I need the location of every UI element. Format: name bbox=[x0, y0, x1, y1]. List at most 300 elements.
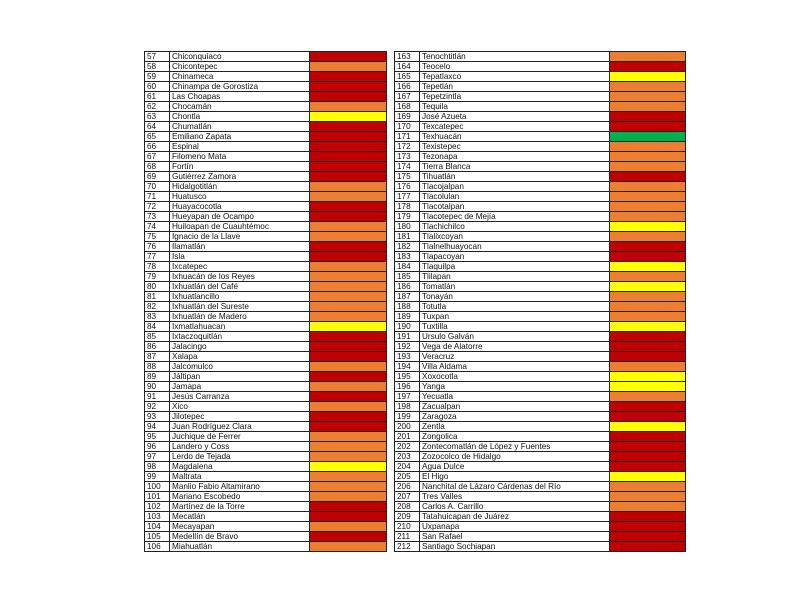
table-row bbox=[395, 112, 686, 122]
status-color-cell bbox=[310, 292, 387, 302]
status-color-cell bbox=[310, 422, 387, 432]
municipality-number: 208 bbox=[395, 502, 420, 512]
municipality-number: 176 bbox=[395, 182, 420, 192]
status-color-cell bbox=[310, 252, 387, 262]
table-row bbox=[395, 192, 686, 202]
table-row bbox=[145, 182, 387, 192]
municipality-name: Jamapa bbox=[170, 382, 310, 392]
status-color-cell bbox=[610, 432, 686, 442]
municipality-number: 57 bbox=[145, 52, 170, 62]
table-row bbox=[145, 402, 387, 412]
municipality-number: 164 bbox=[395, 62, 420, 72]
municipality-number: 68 bbox=[145, 162, 170, 172]
municipality-name: Huatusco bbox=[170, 192, 310, 202]
municipality-name: Filomeno Mata bbox=[170, 152, 310, 162]
municipality-name: Hueyapan de Ocampo bbox=[170, 212, 310, 222]
table-row bbox=[145, 152, 387, 162]
municipality-number: 62 bbox=[145, 102, 170, 112]
table-row bbox=[145, 52, 387, 62]
status-color-cell bbox=[610, 352, 686, 362]
status-color-cell bbox=[610, 342, 686, 352]
municipality-name: Villa Aldama bbox=[420, 362, 610, 372]
municipality-number: 64 bbox=[145, 122, 170, 132]
table-row bbox=[395, 62, 686, 72]
municipality-number: 69 bbox=[145, 172, 170, 182]
municipality-name: Tihuatlán bbox=[420, 172, 610, 182]
status-color-cell bbox=[610, 212, 686, 222]
status-color-cell bbox=[310, 492, 387, 502]
municipality-number: 199 bbox=[395, 412, 420, 422]
municipality-number: 81 bbox=[145, 292, 170, 302]
table-row bbox=[395, 162, 686, 172]
table-row bbox=[145, 322, 387, 332]
table-row bbox=[395, 92, 686, 102]
table-row bbox=[145, 262, 387, 272]
municipality-name: Zaragoza bbox=[420, 412, 610, 422]
municipality-name: Zentla bbox=[420, 422, 610, 432]
table-row bbox=[395, 292, 686, 302]
status-color-cell bbox=[610, 82, 686, 92]
municipality-name: Tuxtilla bbox=[420, 322, 610, 332]
table-row bbox=[145, 272, 387, 282]
municipality-name: Tomatlán bbox=[420, 282, 610, 292]
status-color-cell bbox=[310, 502, 387, 512]
municipality-number: 96 bbox=[145, 442, 170, 452]
municipality-number: 105 bbox=[145, 532, 170, 542]
municipality-number: 207 bbox=[395, 492, 420, 502]
municipality-name: Zongolica bbox=[420, 432, 610, 442]
municipality-table-right bbox=[394, 51, 686, 552]
municipality-number: 167 bbox=[395, 92, 420, 102]
municipality-number: 84 bbox=[145, 322, 170, 332]
municipality-name: Tenochtitlán bbox=[420, 52, 610, 62]
municipality-number: 106 bbox=[145, 542, 170, 552]
municipality-number: 71 bbox=[145, 192, 170, 202]
municipality-name: Tlacojalpan bbox=[420, 182, 610, 192]
municipality-name: Tepetlán bbox=[420, 82, 610, 92]
status-color-cell bbox=[310, 52, 387, 62]
status-color-cell bbox=[310, 532, 387, 542]
table-row bbox=[145, 112, 387, 122]
municipality-number: 170 bbox=[395, 122, 420, 132]
table-body-left bbox=[145, 52, 387, 552]
table-row bbox=[395, 182, 686, 192]
municipality-number: 175 bbox=[395, 172, 420, 182]
municipality-number: 191 bbox=[395, 332, 420, 342]
status-color-cell bbox=[610, 362, 686, 372]
table-row bbox=[395, 502, 686, 512]
municipality-name: Texhuacán bbox=[420, 132, 610, 142]
municipality-name: Chiconquiaco bbox=[170, 52, 310, 62]
municipality-name: Tlacotepec de Mejía bbox=[420, 212, 610, 222]
status-color-cell bbox=[610, 232, 686, 242]
municipality-name: Tlilapan bbox=[420, 272, 610, 282]
municipality-number: 173 bbox=[395, 152, 420, 162]
table-row bbox=[145, 192, 387, 202]
municipality-number: 196 bbox=[395, 382, 420, 392]
municipality-number: 80 bbox=[145, 282, 170, 292]
table-row bbox=[395, 252, 686, 262]
status-color-cell bbox=[310, 412, 387, 422]
table-row bbox=[145, 442, 387, 452]
municipality-number: 212 bbox=[395, 542, 420, 552]
status-color-cell bbox=[310, 82, 387, 92]
table-row bbox=[395, 52, 686, 62]
municipality-name: Ilamatlán bbox=[170, 242, 310, 252]
table-row bbox=[145, 412, 387, 422]
status-color-cell bbox=[310, 212, 387, 222]
status-color-cell bbox=[610, 222, 686, 232]
table-body-right bbox=[395, 52, 686, 552]
status-color-cell bbox=[310, 102, 387, 112]
table-row bbox=[395, 522, 686, 532]
municipality-number: 197 bbox=[395, 392, 420, 402]
status-color-cell bbox=[610, 112, 686, 122]
municipality-number: 185 bbox=[395, 272, 420, 282]
municipality-number: 58 bbox=[145, 62, 170, 72]
table-row bbox=[145, 172, 387, 182]
municipality-number: 204 bbox=[395, 462, 420, 472]
status-color-cell bbox=[310, 152, 387, 162]
municipality-name: Tierra Blanca bbox=[420, 162, 610, 172]
table-row bbox=[145, 502, 387, 512]
municipality-number: 89 bbox=[145, 372, 170, 382]
municipality-name: Ixmatlahuacan bbox=[170, 322, 310, 332]
status-color-cell bbox=[610, 312, 686, 322]
table-row bbox=[145, 242, 387, 252]
municipality-name: Tlachichilco bbox=[420, 222, 610, 232]
table-row bbox=[395, 472, 686, 482]
status-color-cell bbox=[610, 62, 686, 72]
table-row bbox=[145, 392, 387, 402]
municipality-name: Jalcomulco bbox=[170, 362, 310, 372]
municipality-number: 74 bbox=[145, 222, 170, 232]
municipality-name: Ixtaczoquitlán bbox=[170, 332, 310, 342]
table-row bbox=[145, 362, 387, 372]
table-row bbox=[145, 352, 387, 362]
municipality-number: 206 bbox=[395, 482, 420, 492]
municipality-number: 82 bbox=[145, 302, 170, 312]
municipality-name: Tlalixcoyan bbox=[420, 232, 610, 242]
municipality-name: Jáltipan bbox=[170, 372, 310, 382]
municipality-number: 182 bbox=[395, 242, 420, 252]
municipality-name: Isla bbox=[170, 252, 310, 262]
municipality-name: Manlio Fabio Altamirano bbox=[170, 482, 310, 492]
status-color-cell bbox=[310, 302, 387, 312]
municipality-name: Jalacingo bbox=[170, 342, 310, 352]
municipality-name: Juchique de Ferrer bbox=[170, 432, 310, 442]
table-row bbox=[145, 132, 387, 142]
table-row bbox=[145, 472, 387, 482]
table-row bbox=[145, 212, 387, 222]
status-color-cell bbox=[610, 72, 686, 82]
municipality-number: 98 bbox=[145, 462, 170, 472]
table-row bbox=[145, 92, 387, 102]
status-color-cell bbox=[610, 52, 686, 62]
status-color-cell bbox=[610, 372, 686, 382]
municipality-number: 101 bbox=[145, 492, 170, 502]
table-row bbox=[395, 332, 686, 342]
table-row bbox=[395, 102, 686, 112]
municipality-name: Emiliano Zapata bbox=[170, 132, 310, 142]
municipality-name: Texcatepec bbox=[420, 122, 610, 132]
table-row bbox=[395, 122, 686, 132]
table-row bbox=[395, 72, 686, 82]
municipality-number: 79 bbox=[145, 272, 170, 282]
municipality-number: 67 bbox=[145, 152, 170, 162]
municipality-name: Maltrata bbox=[170, 472, 310, 482]
municipality-name: Tlacotalpan bbox=[420, 202, 610, 212]
table-row bbox=[395, 412, 686, 422]
table-row bbox=[145, 122, 387, 132]
status-color-cell bbox=[610, 392, 686, 402]
municipality-name: Teocelo bbox=[420, 62, 610, 72]
table-row bbox=[145, 532, 387, 542]
status-color-cell bbox=[610, 172, 686, 182]
table-row bbox=[395, 372, 686, 382]
status-color-cell bbox=[610, 452, 686, 462]
status-color-cell bbox=[310, 192, 387, 202]
status-color-cell bbox=[610, 522, 686, 532]
municipality-name: Ixcatepec bbox=[170, 262, 310, 272]
municipality-name: Totutla bbox=[420, 302, 610, 312]
municipality-name: Hidalgotitlán bbox=[170, 182, 310, 192]
municipality-number: 61 bbox=[145, 92, 170, 102]
status-color-cell bbox=[310, 392, 387, 402]
municipality-name: Tlacolulan bbox=[420, 192, 610, 202]
table-row bbox=[395, 312, 686, 322]
municipality-number: 203 bbox=[395, 452, 420, 462]
table-row bbox=[395, 282, 686, 292]
table-row bbox=[145, 492, 387, 502]
table-row bbox=[145, 452, 387, 462]
table-row bbox=[145, 302, 387, 312]
municipality-number: 104 bbox=[145, 522, 170, 532]
status-color-cell bbox=[310, 482, 387, 492]
table-row bbox=[145, 142, 387, 152]
status-color-cell bbox=[310, 332, 387, 342]
status-color-cell bbox=[610, 502, 686, 512]
municipality-name: Tlapacoyan bbox=[420, 252, 610, 262]
municipality-number: 91 bbox=[145, 392, 170, 402]
status-color-cell bbox=[610, 492, 686, 502]
table-row bbox=[145, 372, 387, 382]
municipality-name: Chocamán bbox=[170, 102, 310, 112]
status-color-cell bbox=[310, 72, 387, 82]
table-row bbox=[395, 212, 686, 222]
table-row bbox=[395, 392, 686, 402]
municipality-number: 193 bbox=[395, 352, 420, 362]
municipality-number: 169 bbox=[395, 112, 420, 122]
table-row bbox=[395, 82, 686, 92]
municipality-number: 183 bbox=[395, 252, 420, 262]
status-color-cell bbox=[610, 532, 686, 542]
municipality-name: Nanchital de Lázaro Cárdenas del Río bbox=[420, 482, 610, 492]
municipality-number: 189 bbox=[395, 312, 420, 322]
municipality-number: 186 bbox=[395, 282, 420, 292]
status-color-cell bbox=[610, 442, 686, 452]
status-color-cell bbox=[310, 442, 387, 452]
municipality-number: 87 bbox=[145, 352, 170, 362]
status-color-cell bbox=[310, 452, 387, 462]
status-color-cell bbox=[610, 382, 686, 392]
municipality-number: 179 bbox=[395, 212, 420, 222]
status-color-cell bbox=[610, 272, 686, 282]
table-row bbox=[145, 102, 387, 112]
table-row bbox=[145, 432, 387, 442]
status-color-cell bbox=[310, 242, 387, 252]
municipality-name: Chinampa de Gorostiza bbox=[170, 82, 310, 92]
municipality-name: Tepetzintla bbox=[420, 92, 610, 102]
municipality-name: Ixhuatlán del Café bbox=[170, 282, 310, 292]
municipality-name: Tatahuicapan de Juárez bbox=[420, 512, 610, 522]
status-color-cell bbox=[610, 462, 686, 472]
municipality-number: 201 bbox=[395, 432, 420, 442]
table-row bbox=[395, 532, 686, 542]
table-row bbox=[145, 462, 387, 472]
municipality-name: Tlalnelhuayocan bbox=[420, 242, 610, 252]
municipality-number: 174 bbox=[395, 162, 420, 172]
table-row bbox=[395, 232, 686, 242]
status-color-cell bbox=[610, 162, 686, 172]
status-color-cell bbox=[610, 192, 686, 202]
table-row bbox=[145, 482, 387, 492]
table-row bbox=[145, 232, 387, 242]
municipality-number: 187 bbox=[395, 292, 420, 302]
municipality-name: Santiago Sochiapan bbox=[420, 542, 610, 552]
table-row bbox=[395, 512, 686, 522]
table-row bbox=[395, 442, 686, 452]
table-row bbox=[395, 242, 686, 252]
municipality-name: Miahuatlán bbox=[170, 542, 310, 552]
municipality-number: 77 bbox=[145, 252, 170, 262]
municipality-name: Magdalena bbox=[170, 462, 310, 472]
status-color-cell bbox=[310, 262, 387, 272]
table-row bbox=[145, 72, 387, 82]
municipality-name: Tequila bbox=[420, 102, 610, 112]
municipality-number: 181 bbox=[395, 232, 420, 242]
municipality-number: 178 bbox=[395, 202, 420, 212]
municipality-number: 180 bbox=[395, 222, 420, 232]
table-row bbox=[395, 492, 686, 502]
table-row bbox=[395, 352, 686, 362]
municipality-number: 100 bbox=[145, 482, 170, 492]
municipality-number: 172 bbox=[395, 142, 420, 152]
status-color-cell bbox=[610, 122, 686, 132]
status-color-cell bbox=[310, 222, 387, 232]
municipality-number: 86 bbox=[145, 342, 170, 352]
municipality-name: Ixhuacán de los Reyes bbox=[170, 272, 310, 282]
municipality-name: Tuxpan bbox=[420, 312, 610, 322]
status-color-cell bbox=[610, 542, 686, 552]
status-color-cell bbox=[610, 152, 686, 162]
status-color-cell bbox=[610, 292, 686, 302]
municipality-name: José Azueta bbox=[420, 112, 610, 122]
status-color-cell bbox=[310, 142, 387, 152]
table-row bbox=[145, 282, 387, 292]
municipality-name: Ixhuatlán del Sureste bbox=[170, 302, 310, 312]
status-color-cell bbox=[310, 122, 387, 132]
table-row bbox=[145, 222, 387, 232]
municipality-number: 102 bbox=[145, 502, 170, 512]
municipality-number: 177 bbox=[395, 192, 420, 202]
municipality-number: 166 bbox=[395, 82, 420, 92]
municipality-number: 70 bbox=[145, 182, 170, 192]
municipality-name: Gutiérrez Zamora bbox=[170, 172, 310, 182]
municipality-name: Ixhuatlán de Madero bbox=[170, 312, 310, 322]
municipality-name: Zozocolco de Hidalgo bbox=[420, 452, 610, 462]
table-row bbox=[145, 62, 387, 72]
status-color-cell bbox=[310, 362, 387, 372]
municipality-number: 168 bbox=[395, 102, 420, 112]
municipality-name: Zacualpan bbox=[420, 402, 610, 412]
status-color-cell bbox=[610, 422, 686, 432]
municipality-number: 188 bbox=[395, 302, 420, 312]
table-row bbox=[145, 312, 387, 322]
municipality-number: 103 bbox=[145, 512, 170, 522]
municipality-number: 99 bbox=[145, 472, 170, 482]
municipality-name: Las Choapas bbox=[170, 92, 310, 102]
table-row bbox=[395, 432, 686, 442]
municipality-number: 202 bbox=[395, 442, 420, 452]
table-row bbox=[145, 332, 387, 342]
status-color-cell bbox=[610, 402, 686, 412]
municipality-number: 192 bbox=[395, 342, 420, 352]
status-color-cell bbox=[310, 112, 387, 122]
status-color-cell bbox=[610, 92, 686, 102]
municipality-table-left bbox=[144, 51, 387, 552]
table-row bbox=[395, 342, 686, 352]
municipality-name: Carlos A. Carrillo bbox=[420, 502, 610, 512]
table-row bbox=[145, 162, 387, 172]
table-row bbox=[395, 462, 686, 472]
table-row bbox=[395, 262, 686, 272]
table-row bbox=[395, 362, 686, 372]
status-color-cell bbox=[610, 332, 686, 342]
municipality-number: 60 bbox=[145, 82, 170, 92]
status-color-cell bbox=[310, 352, 387, 362]
table-row bbox=[145, 542, 387, 552]
status-color-cell bbox=[310, 432, 387, 442]
municipality-number: 165 bbox=[395, 72, 420, 82]
municipality-name: Chinameca bbox=[170, 72, 310, 82]
municipality-number: 171 bbox=[395, 132, 420, 142]
municipality-number: 190 bbox=[395, 322, 420, 332]
municipality-name: Ursulo Galván bbox=[420, 332, 610, 342]
municipality-number: 63 bbox=[145, 112, 170, 122]
table-row bbox=[395, 222, 686, 232]
municipality-number: 184 bbox=[395, 262, 420, 272]
table-row bbox=[145, 292, 387, 302]
municipality-number: 66 bbox=[145, 142, 170, 152]
municipality-name: Agua Dulce bbox=[420, 462, 610, 472]
municipality-name: Jilotepec bbox=[170, 412, 310, 422]
municipality-name: Xico bbox=[170, 402, 310, 412]
municipality-name: Lerdo de Tejada bbox=[170, 452, 310, 462]
municipality-name: Mecayapan bbox=[170, 522, 310, 532]
municipality-number: 97 bbox=[145, 452, 170, 462]
status-color-cell bbox=[610, 132, 686, 142]
municipality-name: Tlaquilpa bbox=[420, 262, 610, 272]
status-color-cell bbox=[610, 182, 686, 192]
table-row bbox=[395, 272, 686, 282]
status-color-cell bbox=[610, 512, 686, 522]
municipality-name: Chicontepec bbox=[170, 62, 310, 72]
municipality-number: 94 bbox=[145, 422, 170, 432]
status-color-cell bbox=[310, 542, 387, 552]
status-color-cell bbox=[610, 282, 686, 292]
municipality-name: Mecatlán bbox=[170, 512, 310, 522]
